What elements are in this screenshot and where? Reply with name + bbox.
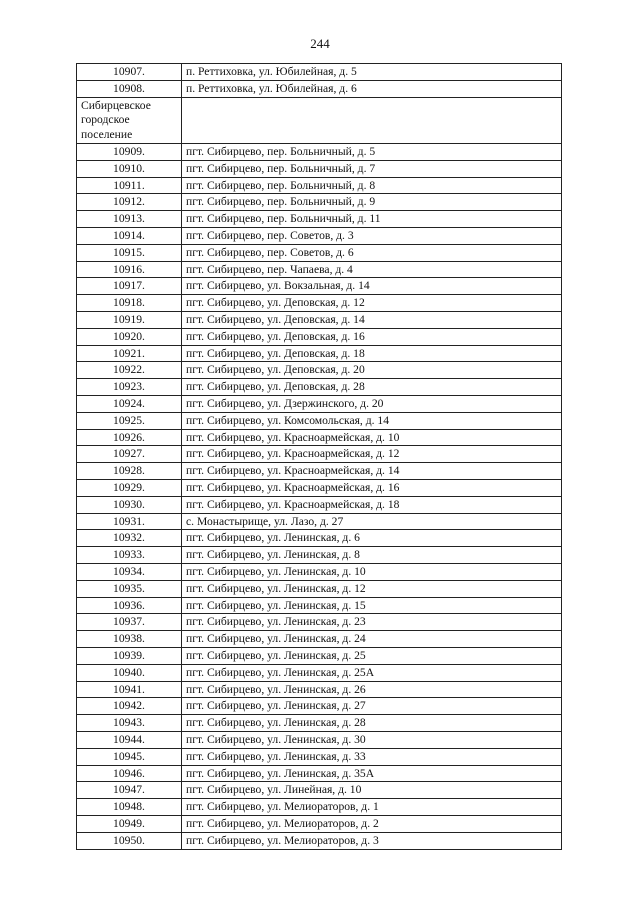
row-address: пгт. Сибирцево, ул. Ленинская, д. 23 [182, 614, 562, 631]
row-address: пгт. Сибирцево, ул. Линейная, д. 10 [182, 782, 562, 799]
row-address: пгт. Сибирцево, ул. Ленинская, д. 6 [182, 530, 562, 547]
row-address: пгт. Сибирцево, ул. Деповская, д. 14 [182, 312, 562, 329]
row-address: пгт. Сибирцево, ул. Деповская, д. 28 [182, 379, 562, 396]
section-title: Сибирцевское городское поселение [77, 97, 182, 144]
row-address: с. Монастырище, ул. Лазо, д. 27 [182, 513, 562, 530]
table-row [77, 631, 562, 648]
row-number: 10949. [77, 815, 182, 832]
table-row [77, 832, 562, 849]
row-number: 10918. [77, 295, 182, 312]
row-number: 10919. [77, 312, 182, 329]
table-row [77, 496, 562, 513]
table-row [77, 614, 562, 631]
row-number: 10909. [77, 144, 182, 161]
row-number: 10947. [77, 782, 182, 799]
table-row [77, 480, 562, 497]
row-number: 10937. [77, 614, 182, 631]
row-number: 10910. [77, 160, 182, 177]
row-number: 10914. [77, 228, 182, 245]
table-row [77, 580, 562, 597]
row-number: 10908. [77, 80, 182, 97]
row-number: 10945. [77, 748, 182, 765]
table-row [77, 244, 562, 261]
row-address: пгт. Сибирцево, ул. Ленинская, д. 12 [182, 580, 562, 597]
row-number: 10933. [77, 547, 182, 564]
table-row [77, 648, 562, 665]
table-row [77, 681, 562, 698]
row-address: пгт. Сибирцево, ул. Ленинская, д. 27 [182, 698, 562, 715]
row-number: 10915. [77, 244, 182, 261]
table-row [77, 799, 562, 816]
row-number: 10923. [77, 379, 182, 396]
table-row [77, 228, 562, 245]
table-row [77, 194, 562, 211]
row-address: пгт. Сибирцево, ул. Ленинская, д. 8 [182, 547, 562, 564]
table-row [77, 664, 562, 681]
row-number: 10943. [77, 715, 182, 732]
section-value [182, 97, 562, 144]
table-row [77, 261, 562, 278]
row-address: пгт. Сибирцево, ул. Мелиораторов, д. 2 [182, 815, 562, 832]
table-row [77, 328, 562, 345]
table-row [77, 429, 562, 446]
row-number: 10942. [77, 698, 182, 715]
row-number: 10927. [77, 446, 182, 463]
row-address: пгт. Сибирцево, пер. Чапаева, д. 4 [182, 261, 562, 278]
row-address: пгт. Сибирцево, ул. Ленинская, д. 35А [182, 765, 562, 782]
row-number: 10929. [77, 480, 182, 497]
row-number: 10922. [77, 362, 182, 379]
row-number: 10934. [77, 564, 182, 581]
row-address: пгт. Сибирцево, ул. Мелиораторов, д. 3 [182, 832, 562, 849]
table-row [77, 446, 562, 463]
row-address: пгт. Сибирцево, ул. Ленинская, д. 25 [182, 648, 562, 665]
row-address: пгт. Сибирцево, ул. Красноармейская, д. 14 [182, 463, 562, 480]
row-address: пгт. Сибирцево, ул. Комсомольская, д. 14 [182, 412, 562, 429]
row-address: пгт. Сибирцево, ул. Красноармейская, д. 10 [182, 429, 562, 446]
table-row [77, 782, 562, 799]
row-number: 10944. [77, 731, 182, 748]
row-number: 10936. [77, 597, 182, 614]
row-number: 10917. [77, 278, 182, 295]
row-number: 10920. [77, 328, 182, 345]
row-number: 10911. [77, 177, 182, 194]
row-number: 10907. [77, 64, 182, 81]
table-row [77, 278, 562, 295]
section-row [77, 97, 562, 144]
table-row [77, 160, 562, 177]
table-row [77, 765, 562, 782]
row-address: пгт. Сибирцево, ул. Ленинская, д. 10 [182, 564, 562, 581]
row-address: пгт. Сибирцево, ул. Красноармейская, д. 18 [182, 496, 562, 513]
table-row [77, 64, 562, 81]
row-address: пгт. Сибирцево, пер. Советов, д. 6 [182, 244, 562, 261]
table-row [77, 295, 562, 312]
row-number: 10913. [77, 211, 182, 228]
row-address: пгт. Сибирцево, ул. Деповская, д. 12 [182, 295, 562, 312]
table-row [77, 211, 562, 228]
row-address: пгт. Сибирцево, ул. Деповская, д. 16 [182, 328, 562, 345]
row-number: 10930. [77, 496, 182, 513]
table-row [77, 530, 562, 547]
row-address: пгт. Сибирцево, ул. Ленинская, д. 33 [182, 748, 562, 765]
row-address: пгт. Сибирцево, пер. Советов, д. 3 [182, 228, 562, 245]
table-row [77, 748, 562, 765]
row-number: 10912. [77, 194, 182, 211]
row-number: 10924. [77, 396, 182, 413]
row-address: пгт. Сибирцево, ул. Ленинская, д. 15 [182, 597, 562, 614]
row-address: пгт. Сибирцево, пер. Больничный, д. 9 [182, 194, 562, 211]
table-row [77, 463, 562, 480]
row-number: 10925. [77, 412, 182, 429]
page-number: 244 [310, 36, 330, 51]
table-row [77, 345, 562, 362]
row-address: пгт. Сибирцево, ул. Мелиораторов, д. 1 [182, 799, 562, 816]
row-address: пгт. Сибирцево, пер. Больничный, д. 11 [182, 211, 562, 228]
table-row [77, 177, 562, 194]
row-address: пгт. Сибирцево, ул. Ленинская, д. 26 [182, 681, 562, 698]
row-number: 10916. [77, 261, 182, 278]
row-address: пгт. Сибирцево, ул. Дзержинского, д. 20 [182, 396, 562, 413]
row-number: 10935. [77, 580, 182, 597]
row-address: пгт. Сибирцево, ул. Вокзальная, д. 14 [182, 278, 562, 295]
row-address: пгт. Сибирцево, ул. Деповская, д. 20 [182, 362, 562, 379]
table-row [77, 312, 562, 329]
table-row [77, 412, 562, 429]
row-address: пгт. Сибирцево, ул. Ленинская, д. 25А [182, 664, 562, 681]
table-row [77, 564, 562, 581]
row-number: 10938. [77, 631, 182, 648]
table-row [77, 396, 562, 413]
table-row [77, 547, 562, 564]
row-address: пгт. Сибирцево, пер. Больничный, д. 8 [182, 177, 562, 194]
table-row [77, 715, 562, 732]
table-row [77, 815, 562, 832]
row-number: 10932. [77, 530, 182, 547]
row-address: пгт. Сибирцево, ул. Ленинская, д. 24 [182, 631, 562, 648]
row-number: 10946. [77, 765, 182, 782]
table-row [77, 362, 562, 379]
row-number: 10928. [77, 463, 182, 480]
address-table [76, 63, 562, 850]
row-address: пгт. Сибирцево, ул. Ленинская, д. 30 [182, 731, 562, 748]
table-row [77, 80, 562, 97]
table-row [77, 731, 562, 748]
table-row [77, 379, 562, 396]
row-number: 10931. [77, 513, 182, 530]
row-number: 10921. [77, 345, 182, 362]
row-address: пгт. Сибирцево, ул. Ленинская, д. 28 [182, 715, 562, 732]
row-address: п. Реттиховка, ул. Юбилейная, д. 5 [182, 64, 562, 81]
row-address: пгт. Сибирцево, ул. Деповская, д. 18 [182, 345, 562, 362]
row-number: 10948. [77, 799, 182, 816]
row-number: 10939. [77, 648, 182, 665]
table-row [77, 144, 562, 161]
table-row [77, 597, 562, 614]
row-number: 10941. [77, 681, 182, 698]
row-address: п. Реттиховка, ул. Юбилейная, д. 6 [182, 80, 562, 97]
row-address: пгт. Сибирцево, ул. Красноармейская, д. 16 [182, 480, 562, 497]
row-number: 10950. [77, 832, 182, 849]
row-address: пгт. Сибирцево, ул. Красноармейская, д. 12 [182, 446, 562, 463]
row-number: 10940. [77, 664, 182, 681]
table-row [77, 513, 562, 530]
row-address: пгт. Сибирцево, пер. Больничный, д. 5 [182, 144, 562, 161]
row-number: 10926. [77, 429, 182, 446]
table-row [77, 698, 562, 715]
row-address: пгт. Сибирцево, пер. Больничный, д. 7 [182, 160, 562, 177]
